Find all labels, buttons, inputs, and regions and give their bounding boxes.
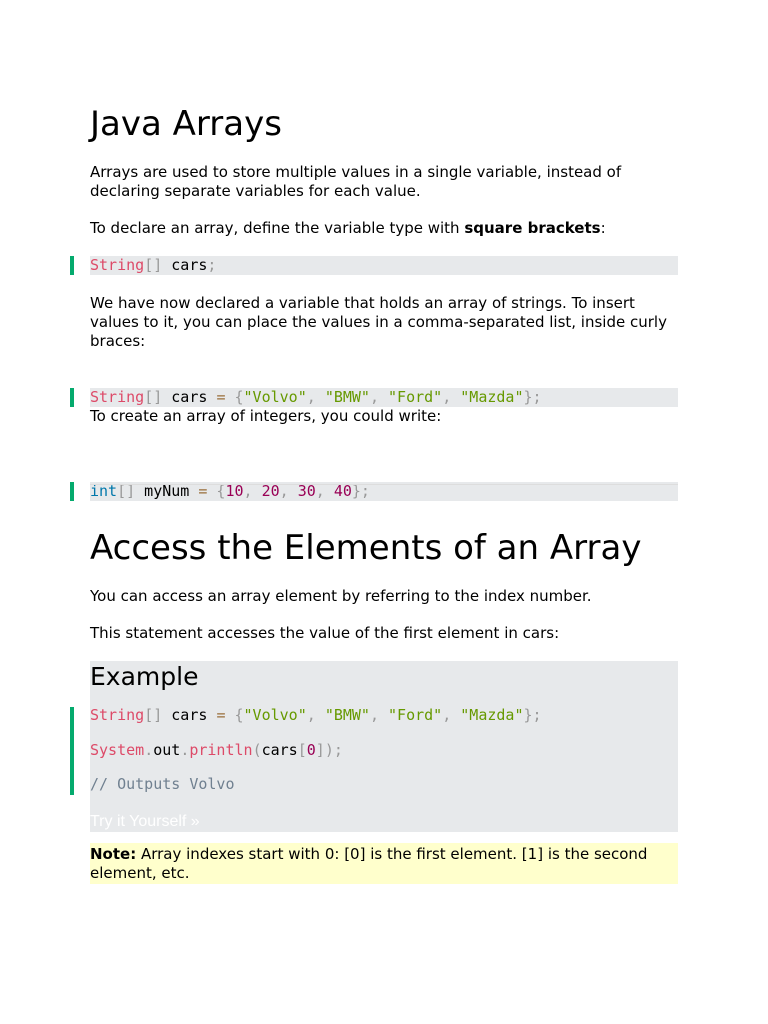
code-token: [] xyxy=(117,482,136,500)
code-line xyxy=(90,706,542,725)
section-divider xyxy=(90,484,678,485)
code-token: }; xyxy=(523,388,542,406)
code-token: 10 xyxy=(225,482,244,500)
code-token: , xyxy=(315,482,334,500)
code-token: myNum xyxy=(135,482,199,500)
code-token: [ xyxy=(297,741,307,759)
code-token: "BMW" xyxy=(324,706,370,724)
code-token: "BMW" xyxy=(324,388,370,406)
code-token: println xyxy=(189,741,253,759)
code-token: ; xyxy=(207,256,217,274)
code-accent-bar xyxy=(70,388,74,407)
code-token: cars xyxy=(162,388,217,406)
int-array-paragraph: To create an array of integers, you could write: xyxy=(90,407,442,425)
declare-text: To declare an array, define the variable type with xyxy=(90,219,465,237)
code-token: ] xyxy=(315,741,325,759)
code-token: [] xyxy=(144,388,163,406)
declare-colon: : xyxy=(600,219,606,237)
code-accent-bar xyxy=(70,256,74,275)
code-token: . xyxy=(180,741,190,759)
code-token: 40 xyxy=(333,482,352,500)
code-token: ( xyxy=(252,741,262,759)
code-accent-bar xyxy=(70,482,74,501)
code-token: { xyxy=(207,482,226,500)
code-token: }; xyxy=(523,706,542,724)
access-paragraph: You can access an array element by referring to the index number. xyxy=(90,587,592,605)
code-token: , xyxy=(279,482,298,500)
declare-paragraph xyxy=(90,219,678,238)
insert-values-paragraph: We have now declared a variable that holds an array of strings. To insert values to it, you can place the values in a comma-separated list, inside curly braces: xyxy=(90,294,667,350)
code-token: , xyxy=(369,706,389,724)
code-token: "Mazda" xyxy=(460,706,524,724)
code-token: { xyxy=(225,388,244,406)
example-box xyxy=(90,661,678,832)
code-comment: // Outputs Volvo xyxy=(90,775,235,793)
code-token: = xyxy=(198,482,208,500)
code-token: 0 xyxy=(306,741,316,759)
code-token: "Volvo" xyxy=(243,388,307,406)
intro-paragraph: Arrays are used to store multiple values in a single variable, instead of declaring separate variables for each value. xyxy=(90,163,622,200)
code-declare-array xyxy=(90,256,678,275)
statement-paragraph: This statement accesses the value of the first element in cars: xyxy=(90,624,560,642)
section-title: Access the Elements of an Array xyxy=(90,528,642,568)
code-accent-bar xyxy=(70,707,74,795)
code-token: , xyxy=(442,388,461,406)
code-token: cars xyxy=(162,256,208,274)
code-token: 20 xyxy=(261,482,280,500)
code-token: "Volvo" xyxy=(243,706,307,724)
code-token: , xyxy=(306,706,325,724)
code-token: ); xyxy=(324,741,343,759)
note-label: Note: xyxy=(90,845,137,863)
code-token: "Ford" xyxy=(388,706,443,724)
code-token: System xyxy=(90,741,145,759)
example-code xyxy=(90,706,678,801)
code-token: . xyxy=(144,741,154,759)
code-token: = xyxy=(216,388,226,406)
code-token: [] xyxy=(144,706,163,724)
code-token: cars xyxy=(162,706,217,724)
declare-bold: square brackets xyxy=(464,219,601,237)
code-token: cars xyxy=(261,741,298,759)
code-token: int xyxy=(90,482,118,500)
code-token: , xyxy=(243,482,262,500)
code-token: String xyxy=(90,256,145,274)
code-token: String xyxy=(90,388,145,406)
code-token: { xyxy=(225,706,244,724)
code-token: "Mazda" xyxy=(460,388,524,406)
code-string-array xyxy=(90,388,678,407)
code-token: 30 xyxy=(297,482,316,500)
code-token: }; xyxy=(351,482,370,500)
note-box xyxy=(90,843,678,884)
code-token: String xyxy=(90,706,145,724)
example-heading: Example xyxy=(90,662,199,691)
code-token: "Ford" xyxy=(388,388,443,406)
code-token: = xyxy=(216,706,226,724)
try-it-yourself-button[interactable]: Try it Yourself » xyxy=(90,813,200,830)
code-token: , xyxy=(306,388,325,406)
code-line xyxy=(90,741,343,760)
note-text: Array indexes start with 0: [0] is the first element. [1] is the second element, etc. xyxy=(90,845,648,882)
code-token: , xyxy=(369,388,389,406)
code-token: out xyxy=(153,741,181,759)
code-token: [] xyxy=(144,256,163,274)
code-token: , xyxy=(442,706,461,724)
page-title: Java Arrays xyxy=(90,104,282,144)
